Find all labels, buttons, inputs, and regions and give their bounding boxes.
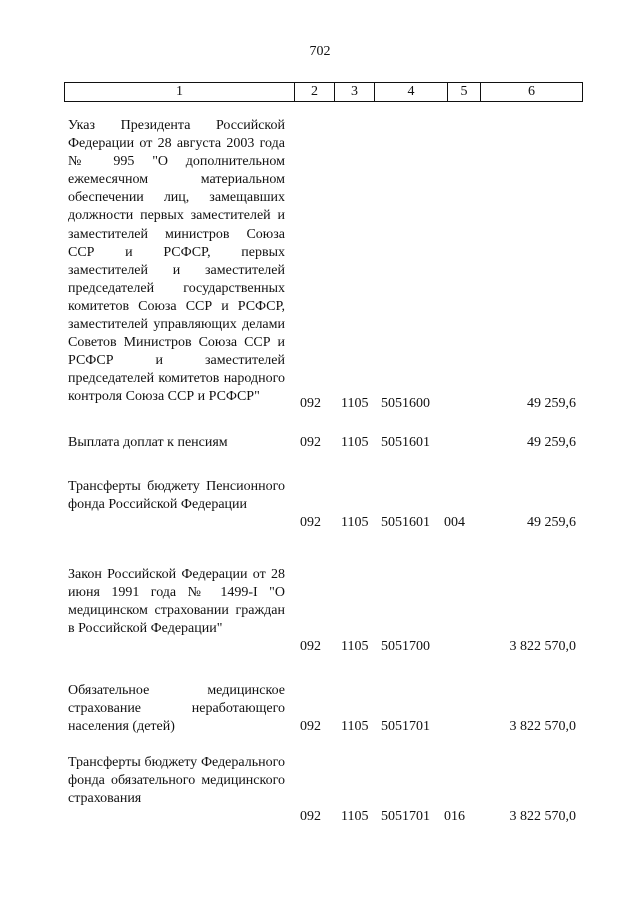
row-section: 1105: [341, 719, 369, 734]
row-name: Обязательное медицинское страхование неработающего населения (детей): [68, 683, 285, 735]
row-section: 1105: [341, 809, 369, 824]
row-sum: 3 822 570,0: [509, 639, 576, 654]
header-col-4: 4: [375, 83, 448, 101]
header-col-1: 1: [65, 83, 295, 101]
row-section: 1105: [341, 639, 369, 654]
header-col-5: 5: [448, 83, 481, 101]
row-sum: 49 259,6: [527, 435, 576, 450]
row-gr: 092: [300, 639, 321, 654]
header-col-6: 6: [528, 84, 535, 99]
row-sum: 49 259,6: [527, 515, 576, 530]
table-row: [0, 478, 640, 532]
row-section: 1105: [341, 396, 369, 411]
header-col-3: 3: [335, 83, 375, 101]
row-name: Указ Президента Российской Федерации от 28 августа 2003 года № 995 "О дополнительном ежемесячном материальном обеспечении лиц, замещавших должности первых заместителей и заместителей министров Союза ССР и РСФСР, первых заместителей и заместителей председателей государственных комитетов Союза ССР и РСФСР, заместителей управляющих делами Советов Министров Союза ССР и РСФСР и заместителей председателей комитетов народного контроля Союза ССР и РСФСР": [68, 118, 285, 405]
row-article: 5051601: [381, 435, 430, 450]
row-gr: 092: [300, 396, 321, 411]
row-article: 5051600: [381, 396, 430, 411]
table-row: [0, 682, 640, 736]
row-article: 5051700: [381, 639, 430, 654]
table-row: [0, 566, 640, 656]
row-section: 1105: [341, 435, 369, 450]
row-sum: 3 822 570,0: [509, 809, 576, 824]
row-name: Выплата доплат к пенсиям: [68, 435, 228, 450]
row-gr: 092: [300, 515, 321, 530]
row-name: Трансферты бюджету Пенсионного фонда Российской Федерации: [68, 479, 285, 513]
row-name: Трансферты бюджету Федерального фонда обязательного медицинского страхования: [68, 755, 285, 807]
row-name: Закон Российской Федерации от 28 июня 1991 года № 1499-I "О медицинском страховании граждан в Российской Федерации": [68, 567, 285, 637]
header-col-2: 2: [295, 83, 335, 101]
row-article: 5051601: [381, 515, 430, 530]
table-row: [0, 434, 640, 452]
row-kind: 004: [444, 515, 465, 530]
page-number: 702: [309, 44, 331, 59]
row-article: 5051701: [381, 719, 430, 734]
table-header-row: [64, 82, 583, 102]
row-kind: 016: [444, 809, 465, 824]
row-article: 5051701: [381, 809, 430, 824]
row-sum: 49 259,6: [527, 396, 576, 411]
row-sum: 3 822 570,0: [509, 719, 576, 734]
row-gr: 092: [300, 719, 321, 734]
row-section: 1105: [341, 515, 369, 530]
row-gr: 092: [300, 809, 321, 824]
table-row: [0, 117, 640, 413]
row-gr: 092: [300, 435, 321, 450]
table-row: [0, 754, 640, 826]
